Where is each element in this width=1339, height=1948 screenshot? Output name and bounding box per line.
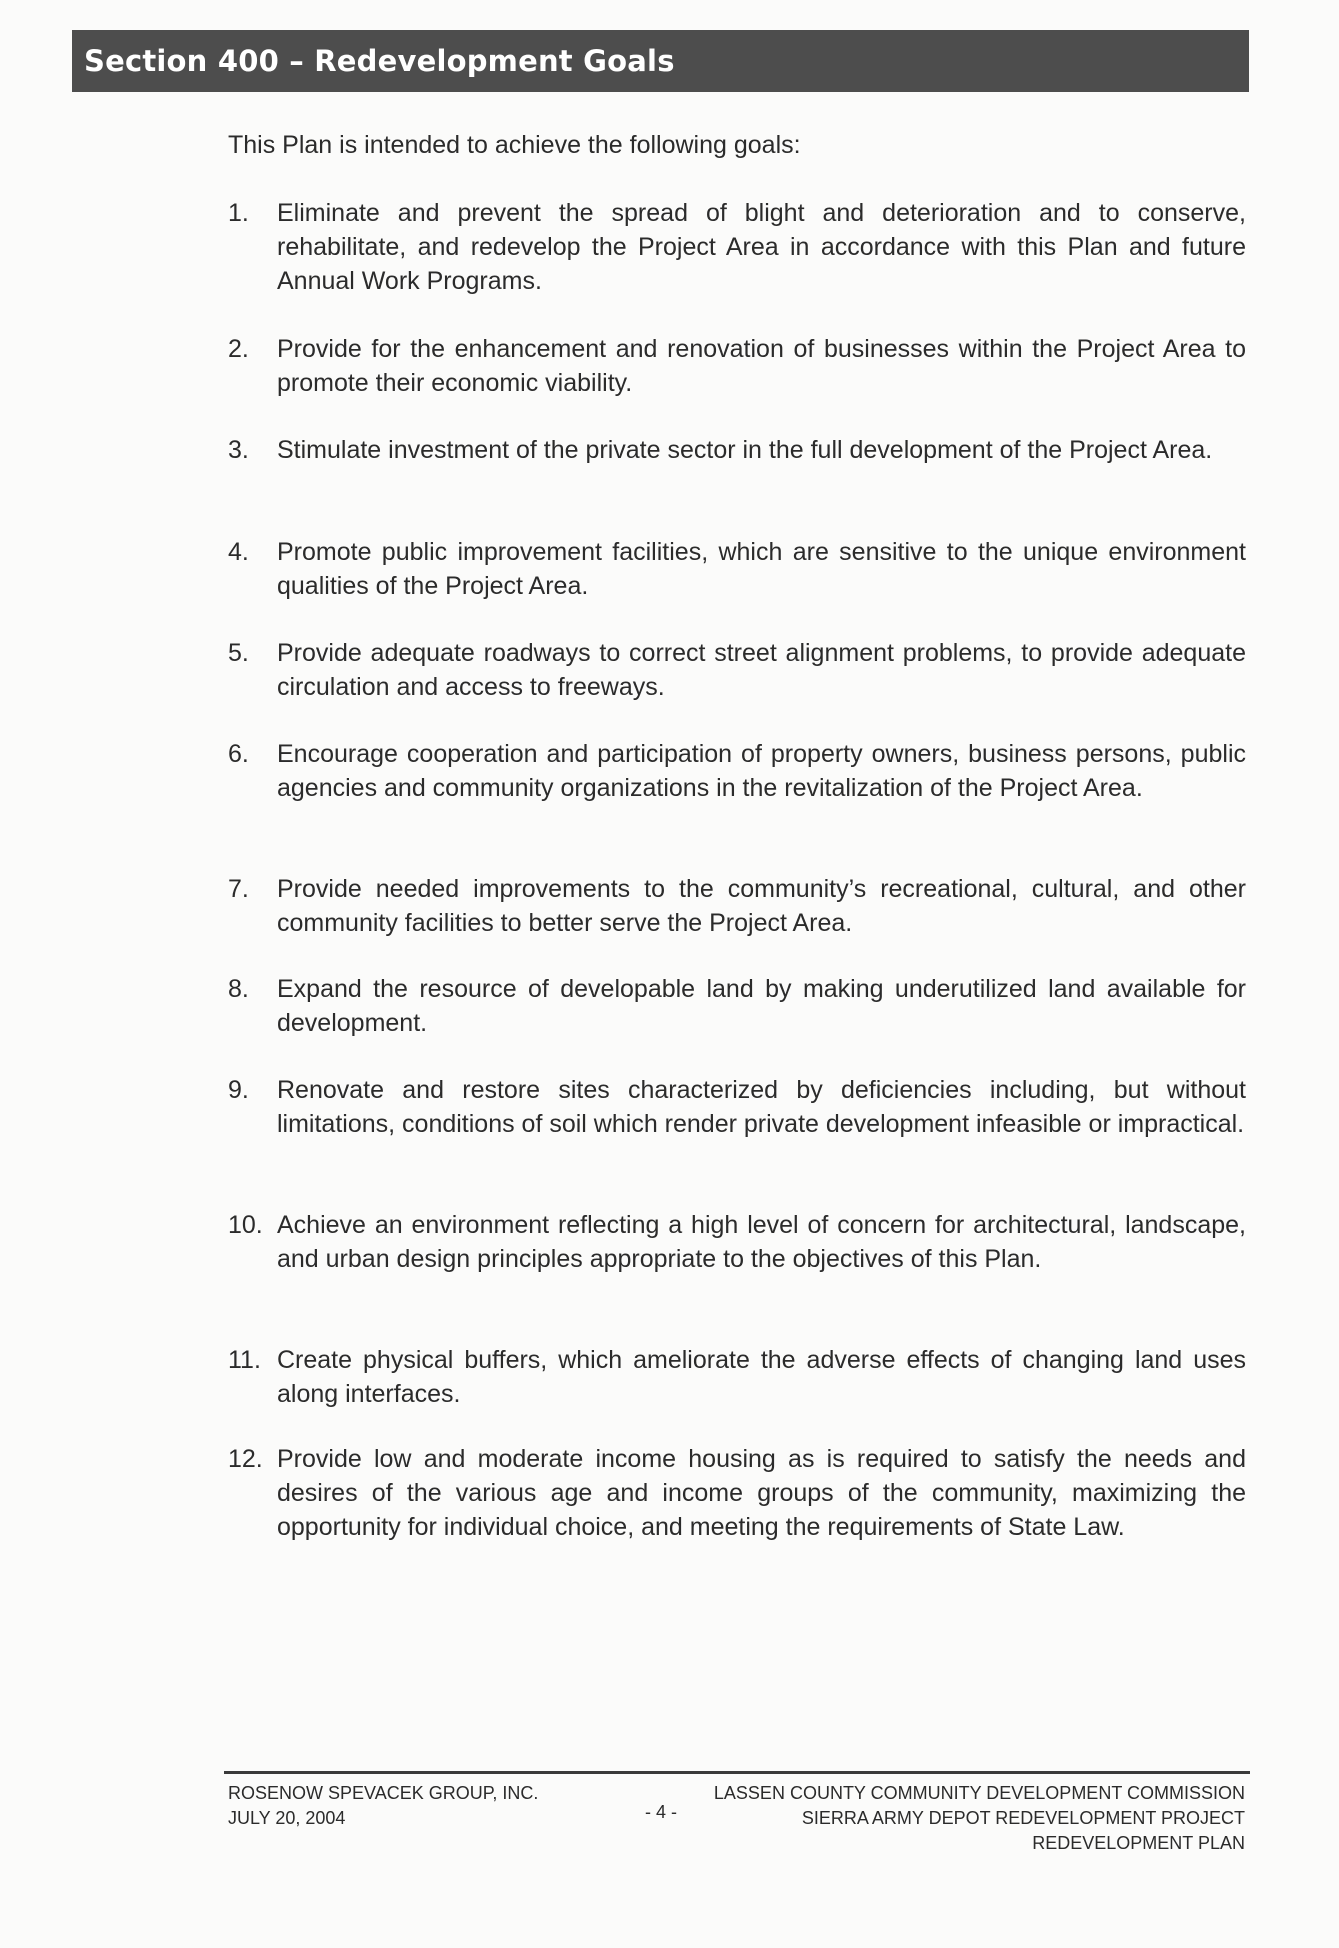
goal-item [228, 1442, 1246, 1544]
goal-text: Stimulate investment of the private sector in the full development of the Project Area. [277, 436, 1213, 464]
footer-right [714, 1781, 1245, 1856]
goal-text: Provide for the enhancement and renovation of businesses within the Project Area to promote their economic viability. [277, 335, 1246, 397]
goal-number: 7. [228, 875, 249, 903]
footer-left [228, 1781, 538, 1831]
goal-text: Create physical buffers, which ameliorate the adverse effects of changing land uses along interfaces. [277, 1346, 1246, 1408]
goal-item [228, 332, 1246, 400]
goal-number: 3. [228, 436, 249, 464]
intro-text: This Plan is intended to achieve the following goals: [228, 131, 801, 159]
goal-text: Achieve an environment reflecting a high level of concern for architectural, landscape, and urban design principles appropriate to the objectives of this Plan. [277, 1211, 1246, 1273]
goal-number: 1. [228, 199, 249, 227]
footer-project: SIERRA ARMY DEPOT REDEVELOPMENT PROJECT [801, 1808, 1245, 1828]
goal-number: 5. [228, 639, 249, 667]
goal-item [228, 196, 1246, 298]
goal-number: 6. [228, 740, 249, 768]
goal-number: 10. [228, 1211, 263, 1239]
page-number: - 4 - [645, 1802, 678, 1822]
goal-item [228, 872, 1246, 940]
footer-company: ROSENOW SPEVACEK GROUP, INC. [228, 1783, 539, 1803]
goal-item [228, 535, 1246, 603]
goal-item [228, 972, 1246, 1040]
goal-number: 12. [228, 1445, 263, 1473]
goal-number: 8. [228, 975, 249, 1003]
goal-item [228, 636, 1246, 704]
goal-item [228, 1343, 1246, 1411]
goal-text: Eliminate and prevent the spread of blight and deterioration and to conserve, rehabilitate, and redevelop the Project Area in accordance with this Plan and future Annual Work Programs. [277, 199, 1246, 295]
goal-number: 4. [228, 538, 249, 566]
goal-number: 9. [228, 1076, 249, 1104]
footer-divider [224, 1771, 1250, 1774]
goal-text: Provide adequate roadways to correct street alignment problems, to provide adequate circulation and access to freeways. [277, 639, 1246, 701]
section-title: Section 400 – Redevelopment Goals [84, 44, 675, 78]
goal-item [228, 737, 1246, 805]
goal-text: Provide needed improvements to the community’s recreational, cultural, and other community facilities to better serve the Project Area. [277, 875, 1246, 937]
goal-item [228, 1073, 1246, 1141]
footer-date: JULY 20, 2004 [228, 1808, 346, 1828]
footer-commission: LASSEN COUNTY COMMUNITY DEVELOPMENT COMMISSION [713, 1783, 1245, 1803]
goal-text: Promote public improvement facilities, which are sensitive to the unique environment qualities of the Project Area. [277, 538, 1246, 600]
goal-number: 2. [228, 335, 249, 363]
goal-item [228, 433, 1246, 467]
goal-text: Encourage cooperation and participation of property owners, business persons, public agencies and community organizations in the revitalization of the Project Area. [277, 740, 1246, 802]
goal-text: Renovate and restore sites characterized by deficiencies including, but without limitations, conditions of soil which render private development infeasible or impractical. [277, 1076, 1246, 1138]
section-header [72, 30, 1249, 92]
goal-text: Expand the resource of developable land by making underutilized land available for development. [277, 975, 1246, 1037]
goal-item [228, 1208, 1246, 1276]
goal-number: 11. [228, 1346, 261, 1374]
footer-document-title: REDEVELOPMENT PLAN [1032, 1833, 1245, 1853]
goal-text: Provide low and moderate income housing as is required to satisfy the needs and desires of the various age and income groups of the community, maximizing the opportunity for individual choice, and meeting the requirements of State Law. [277, 1445, 1246, 1541]
